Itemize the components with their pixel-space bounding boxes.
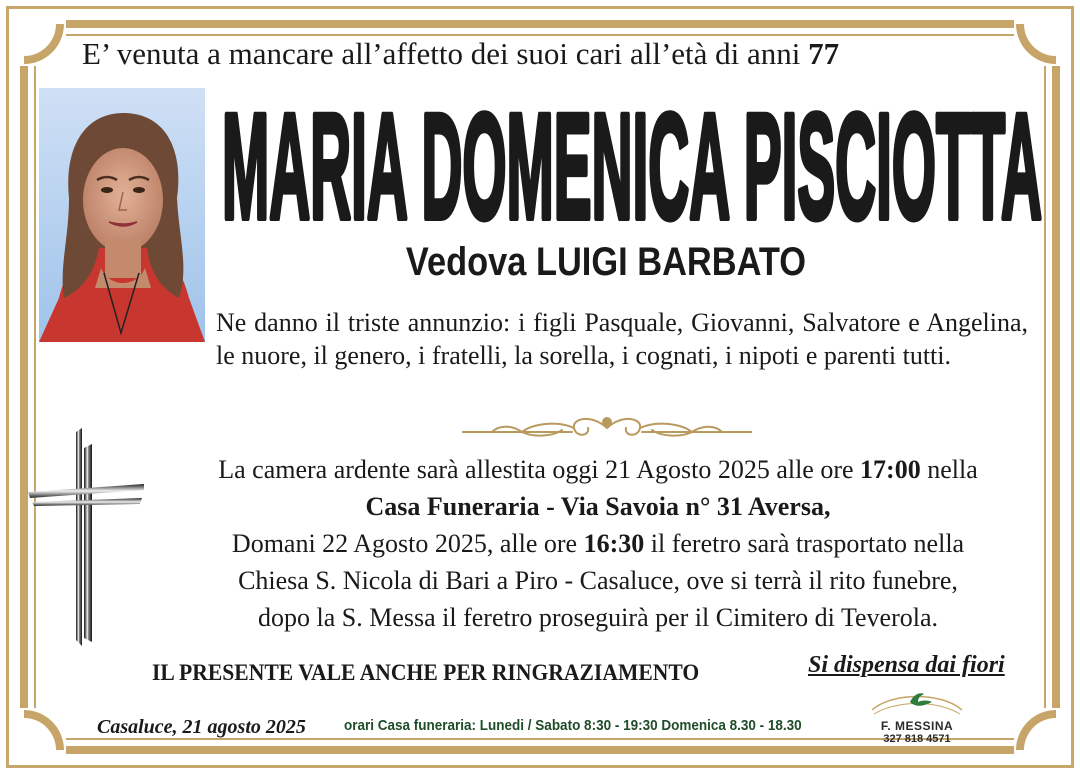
- portrait-photo: [39, 88, 205, 342]
- details-line-3: [148, 525, 1048, 562]
- wake-time: 17:00: [860, 455, 921, 484]
- deceased-name-text: MARIA DOMENICA PISCIOTTA: [222, 82, 1042, 250]
- details-line-3-text: Domani 22 Agosto 2025, alle ore: [231, 529, 584, 558]
- dove-logo-icon: [862, 684, 972, 720]
- announcement: Ne danno il triste annunzio: i figli Pasquale, Giovanni, Salvatore e Angelina, le nuore, il genero, i fratelli, la sorella, i cognati, i nipoti e parenti tutti.: [216, 308, 1028, 370]
- funeral-home-hours: orari Casa funeraria: Lunedi / Sabato 8:30 - 19:30 Domenica 8.30 - 18.30: [344, 717, 802, 734]
- funeral-home-address: Casa Funeraria - Via Savoia n° 31 Aversa,: [365, 492, 831, 521]
- frame-corner-top-right: [1014, 14, 1066, 66]
- details-line-5: dopo la S. Messa il feretro proseguirà per il Cimitero di Teverola.: [257, 603, 939, 632]
- frame-corner-top-left: [14, 14, 66, 66]
- funeral-time: 16:30: [583, 529, 645, 558]
- intro-line: [82, 36, 1002, 72]
- details-line-3-end: il feretro sarà trasportato nella: [644, 529, 965, 558]
- age: 77: [808, 36, 840, 71]
- funeral-details: [148, 451, 1048, 636]
- frame-corner-bottom-left: [14, 708, 66, 760]
- place-date: Casaluce, 21 agosto 2025: [97, 716, 306, 738]
- no-flowers-note: Si dispensa dai fiori: [808, 652, 1005, 678]
- thanks-note: IL PRESENTE VALE ANCHE PER RINGRAZIAMENTO: [152, 660, 700, 685]
- details-line-2: [148, 488, 1048, 525]
- funeral-home-phone: 327 818 4571: [883, 733, 951, 745]
- frame-corner-bottom-right: [1014, 708, 1066, 760]
- cross-icon: [28, 428, 144, 646]
- intro-text: E’ venuta a mancare all’affetto dei suoi cari all’età di anni: [82, 36, 809, 71]
- deceased-name: [216, 78, 1048, 253]
- details-line-1: [148, 451, 1048, 488]
- funeral-home-logo: [862, 684, 972, 746]
- widow-of: Vedova LUIGI BARBATO: [405, 240, 807, 284]
- details-line-1-end: nella: [920, 455, 978, 484]
- details-line-1-text: La camera ardente sarà allestita oggi 21 Agosto 2025 alle ore: [218, 455, 861, 484]
- ornament-divider: [462, 410, 752, 446]
- funeral-home-name: F. MESSINA: [880, 719, 954, 733]
- details-line-4: Chiesa S. Nicola di Bari a Piro - Casaluce, ove si terrà il rito funebre,: [238, 566, 958, 595]
